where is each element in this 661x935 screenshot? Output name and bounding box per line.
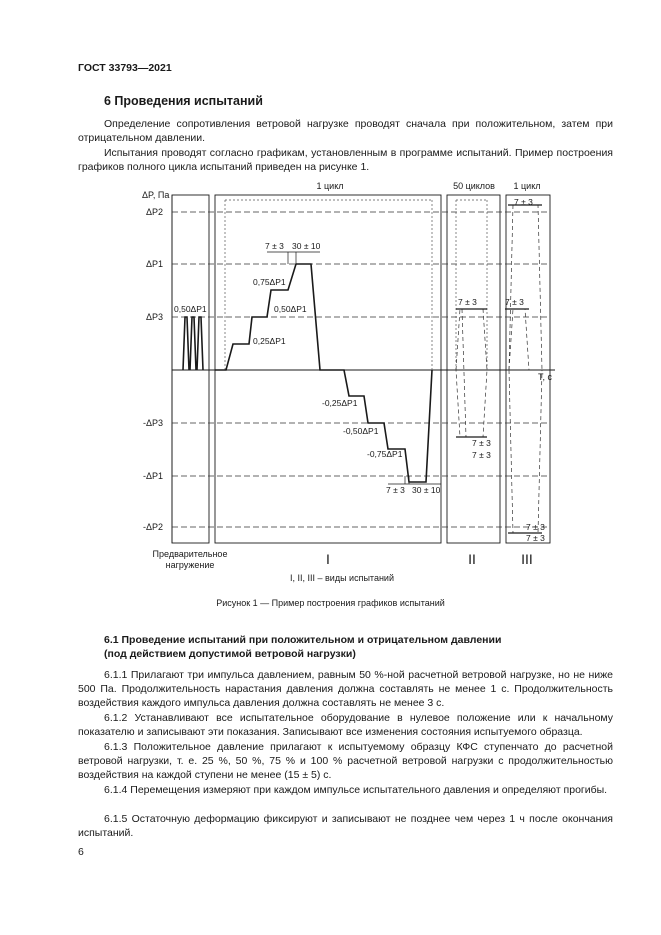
time-axis-label: T, с <box>538 372 553 382</box>
standard-number: ГОСТ 33793—2021 <box>78 62 172 74</box>
frame-type-III <box>506 195 550 543</box>
tol-III-top: 7 ± 3 <box>514 197 533 207</box>
tol-30-bottom: 30 ± 10 <box>412 485 441 495</box>
cycle-label-III: 1 цикл <box>513 181 541 191</box>
cycle-label-II: 50 циклов <box>453 181 495 191</box>
frame-type-I <box>215 195 441 543</box>
roman-II: II <box>468 551 476 567</box>
page-number: 6 <box>78 846 84 858</box>
tol-30-top: 30 ± 10 <box>292 241 321 251</box>
tol-III-bottom-1: 7 ± 3 <box>526 522 545 532</box>
step-neg-050: -0,50ΔP1 <box>343 426 379 436</box>
tol-II-top: 7 ± 3 <box>458 297 477 307</box>
level-neg-dp2: -ΔP2 <box>143 522 164 532</box>
pre-loading-label-1: Предварительное <box>152 549 228 559</box>
roman-I: I <box>326 551 330 567</box>
item-6-1-5: 6.1.5 Остаточную деформацию фиксируют и записывают не позднее чем через 1 ч после окончания испытаний. <box>78 813 613 839</box>
item-6-1-4: 6.1.4 Перемещения измеряют при каждом импульсе испытательного давления и определяют прогибы. <box>104 784 608 796</box>
tol-III-bottom-2: 7 ± 3 <box>526 533 545 543</box>
roman-III: III <box>521 551 533 567</box>
frame-type-II <box>447 195 500 543</box>
item-6-1-1: 6.1.1 Прилагают три импульса давлением, равным 50 %-ной расчетной ветровой нагрузке, но не ниже 500 Па. Продолжительность нарастания давления должна составлять не менее 1 с. Продолжительность воздействия каждого импульса давления должна составлять не менее 3 с. <box>78 669 613 709</box>
step-pre-050: 0,50ΔP1 <box>174 304 207 314</box>
paragraph-graphs: Испытания проводят согласно графикам, установленным в программе испытаний. Пример построения графиков полного цикла испытаний приведен на рисунке 1. <box>78 147 613 173</box>
item-6-1-2: 6.1.2 Устанавливают все испытательное оборудование в нулевое положение или к начальному показателю и записывают эти показания. Записывают все изменения состояния испытуемого образца. <box>78 712 613 738</box>
test-cycle-diagram <box>0 175 661 595</box>
tol-II-mid: 7 ± 3 <box>472 438 491 448</box>
test-types-note: I, II, III – виды испытаний <box>290 573 394 583</box>
section-title: 6 Проведения испытаний <box>104 94 263 108</box>
pre-loading-label-2: нагружение <box>165 560 215 570</box>
tol-II-bottom: 7 ± 3 <box>472 450 491 460</box>
step-neg-075: -0,75ΔP1 <box>367 449 403 459</box>
level-neg-dp3: -ΔP3 <box>143 418 164 428</box>
step-neg-025: -0,25ΔP1 <box>322 398 358 408</box>
tol-7-bottom: 7 ± 3 <box>386 485 405 495</box>
level-dp1: ΔP1 <box>146 259 164 269</box>
subsection-title-line2: (под действием допустимой ветровой нагрузки) <box>104 648 356 660</box>
step-025: 0,25ΔP1 <box>253 336 286 346</box>
tol-7-top: 7 ± 3 <box>265 241 284 251</box>
step-050: 0,50ΔP1 <box>274 304 307 314</box>
figure-caption: Рисунок 1 — Пример построения графиков испытаний <box>216 598 445 608</box>
level-dp3: ΔP3 <box>146 312 164 322</box>
subsection-title-line1: 6.1 Проведение испытаний при положительном и отрицательном давлении <box>104 634 502 646</box>
level-neg-dp1: -ΔP1 <box>143 471 164 481</box>
paragraph-intro: Определение сопротивления ветровой нагрузке проводят сначала при положительном, затем при отрицательном давлении. <box>78 118 613 144</box>
level-dp2: ΔP2 <box>146 207 164 217</box>
item-6-1-3: 6.1.3 Положительное давление прилагают к испытуемому образцу КФС ступенчато до расчетной ветровой нагрузки, т. е. 25 %, 50 %, 75 % и 100 % расчетной ветровой нагрузки с продолжительностью воздействия на каждой ступени не менее (15 ± 5) с. <box>78 741 613 781</box>
tol-III-mid: 7 ± 3 <box>505 297 524 307</box>
y-axis-label: ΔP, Па <box>142 190 170 200</box>
step-075: 0,75ΔP1 <box>253 277 286 287</box>
cycle-label-I: 1 цикл <box>316 181 344 191</box>
